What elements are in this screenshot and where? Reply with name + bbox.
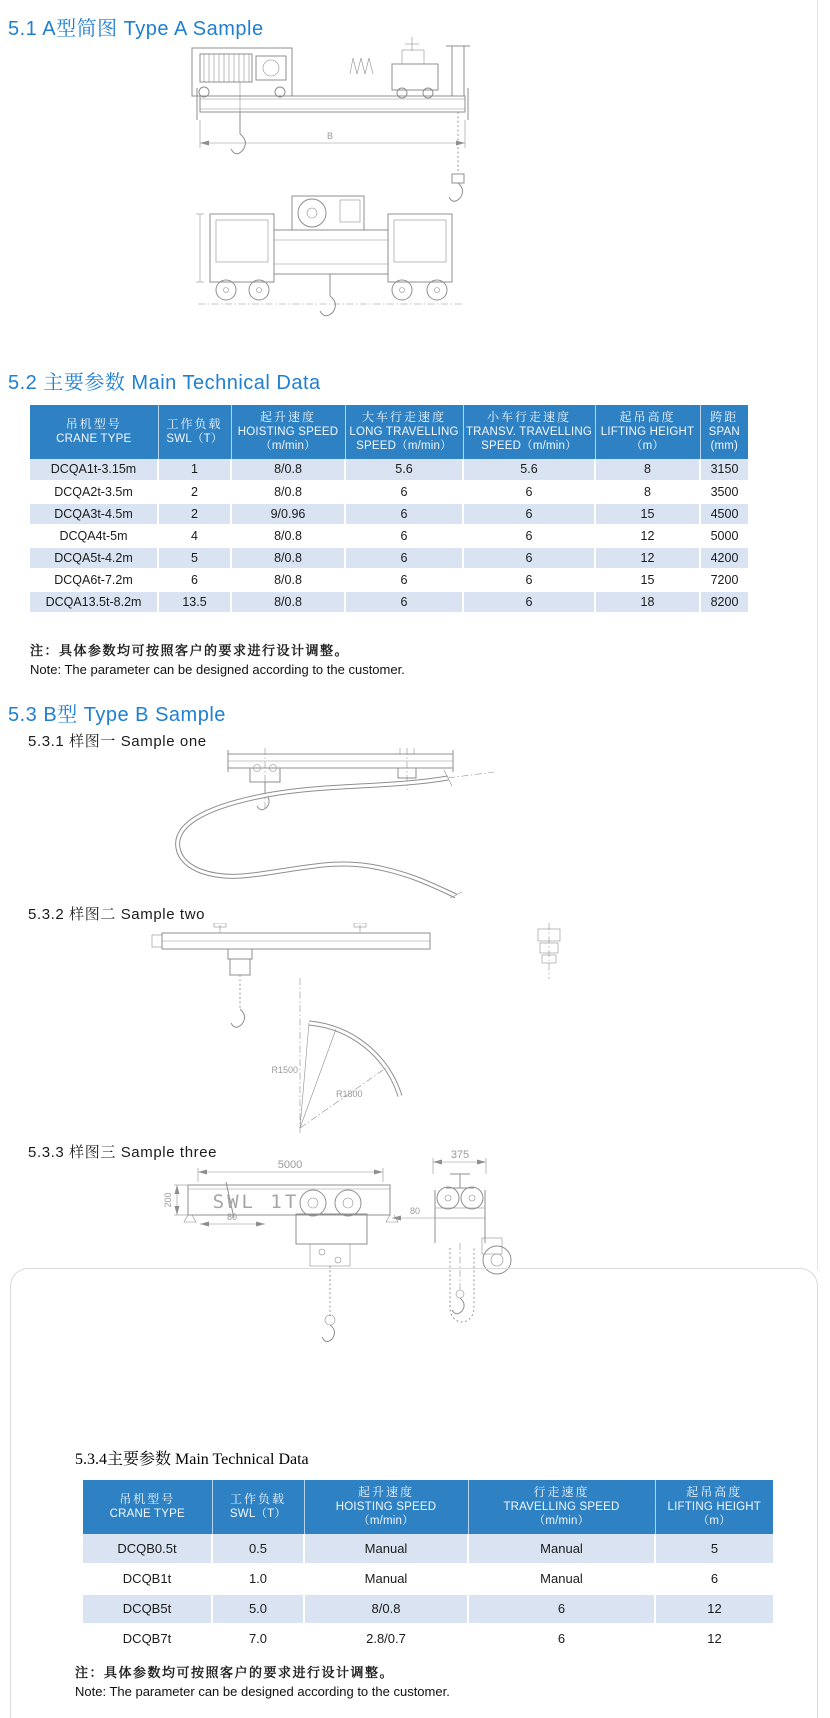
type-b-sample-one-drawing — [150, 748, 550, 900]
hoist-unit — [192, 48, 292, 154]
section-5-2-title: 5.2 主要参数 Main Technical Data — [8, 372, 321, 394]
value-cell: 2 — [158, 481, 231, 503]
dimension-5000-label: 5000 — [277, 1159, 303, 1171]
trolley — [250, 748, 280, 810]
hook — [320, 296, 335, 316]
value-cell: 18 — [595, 591, 700, 613]
note-chinese: 注：具体参数均可按照客户的要求进行设计调整。 — [30, 643, 350, 658]
table-row — [83, 1564, 773, 1594]
value-cell: 4 — [158, 525, 231, 547]
hook — [231, 134, 245, 154]
column-header: 小车行走速度 TRANSV. TRAVELLING SPEED（m/min） — [463, 405, 595, 459]
value-cell: 6 — [345, 569, 463, 591]
value-cell: 8/0.8 — [231, 525, 345, 547]
value-cell: 6 — [463, 591, 595, 613]
table-header-row — [30, 405, 748, 459]
value-cell: 5.6 — [345, 459, 463, 481]
value-cell: 6 — [345, 591, 463, 613]
table-row — [30, 569, 748, 591]
value-cell: 8/0.8 — [304, 1594, 468, 1624]
value-cell: 12 — [707, 1631, 722, 1647]
table-header-row — [83, 1480, 773, 1534]
chain-hoist — [228, 949, 252, 1027]
value-cell: 8200 — [710, 594, 739, 609]
section-5-3-title: 5.3 B型 Type B Sample — [8, 704, 226, 726]
value-cell: 12 — [595, 547, 700, 569]
table-b-notes — [75, 1662, 450, 1699]
value-cell: Manual — [304, 1564, 468, 1594]
table-row — [30, 591, 748, 613]
table-row — [30, 547, 748, 569]
column-header: 起升速度 HOISTING SPEED （m/min） — [304, 1480, 468, 1534]
value-cell: 4500 — [710, 506, 739, 521]
section-5-1-title: 5.1 A型简图 Type A Sample — [8, 18, 264, 40]
table-row — [83, 1534, 773, 1564]
value-cell: 8/0.8 — [231, 481, 345, 503]
end-trolley — [392, 50, 438, 98]
table-a-notes — [30, 640, 405, 677]
value-cell: 5.0 — [212, 1594, 304, 1624]
curved-rail-arc — [271, 978, 400, 1133]
value-cell: 5 — [158, 547, 231, 569]
column-header: 工作负载 SWL（T） — [212, 1480, 304, 1534]
value-cell: Manual — [468, 1534, 655, 1564]
table-row — [30, 481, 748, 503]
value-cell: 1.0 — [212, 1564, 304, 1594]
table-row — [83, 1594, 773, 1624]
section-5-3-4-title: 5.3.4主要参数 Main Technical Data — [75, 1451, 309, 1468]
value-cell: 7200 — [710, 572, 739, 587]
value-cell: 5.6 — [463, 459, 595, 481]
crane-type-cell: DCQB5t — [83, 1594, 212, 1624]
dimension-80-right-label: 80 — [409, 1206, 421, 1216]
crane-type-cell: DCQA4t-5m — [30, 525, 158, 547]
dimension-375-label: 375 — [450, 1149, 470, 1161]
value-cell: 7.0 — [212, 1624, 304, 1654]
hook — [449, 183, 463, 201]
value-cell: 2 — [158, 503, 231, 525]
value-cell: 6 — [463, 569, 595, 591]
column-header: 吊机型号 CRANE TYPE — [83, 1480, 212, 1534]
chain-hoist-side — [446, 46, 470, 201]
column-header: 跨距 SPAN (mm) — [700, 405, 748, 459]
crane-type-cell: DCQA3t-4.5m — [30, 503, 158, 525]
value-cell: 15 — [595, 503, 700, 525]
value-cell: 6 — [463, 525, 595, 547]
crane-type-cell: DCQA1t-3.15m — [30, 459, 158, 481]
value-cell: 2.8/0.7 — [304, 1624, 468, 1654]
value-cell: 5 — [710, 1540, 719, 1556]
value-cell: 6 — [345, 547, 463, 569]
value-cell: 6 — [463, 503, 595, 525]
crane-type-cell: DCQA2t-3.5m — [30, 481, 158, 503]
hanger-brackets — [214, 923, 366, 933]
crane-type-cell: DCQA5t-4.2m — [30, 547, 158, 569]
value-cell: Manual — [304, 1534, 468, 1564]
type-a-end-view — [196, 196, 464, 316]
value-cell: 12 — [707, 1601, 722, 1617]
value-cell: 0.5 — [212, 1534, 304, 1564]
value-cell: 6 — [710, 1571, 719, 1587]
table-row — [30, 503, 748, 525]
column-header: 行走速度 TRAVELLING SPEED （m/min） — [468, 1480, 655, 1534]
crane-type-cell: DCQA13.5t-8.2m — [30, 591, 158, 613]
table-row — [30, 525, 748, 547]
value-cell: 8 — [595, 459, 700, 481]
table-row — [83, 1624, 773, 1654]
radius-1800-label: R1800 — [336, 1089, 363, 1099]
radius-1500-label: R1500 — [271, 1065, 298, 1075]
value-cell: 6 — [468, 1594, 655, 1624]
crane-type-cell: DCQB0.5t — [83, 1534, 212, 1564]
type-a-crane-drawing — [140, 36, 700, 336]
value-cell: 4200 — [710, 550, 739, 565]
column-header: 大车行走速度 LONG TRAVELLING SPEED（m/min） — [345, 405, 463, 459]
swl-marking: SWL 1T — [212, 1191, 300, 1213]
dimension-200-label: 200 — [163, 1192, 173, 1208]
value-cell: Manual — [468, 1564, 655, 1594]
value-cell: 8/0.8 — [231, 547, 345, 569]
value-cell: 13.5 — [158, 591, 231, 613]
value-cell: 1 — [158, 459, 231, 481]
column-header: 起升速度 HOISTING SPEED （m/min） — [231, 405, 345, 459]
value-cell: 6 — [345, 525, 463, 547]
value-cell: 8/0.8 — [231, 591, 345, 613]
spring-symbol — [350, 58, 373, 74]
type-b-sample-two-drawing — [150, 923, 580, 1138]
value-cell: 6 — [158, 569, 231, 591]
value-cell: 12 — [595, 525, 700, 547]
value-cell: 3500 — [710, 484, 739, 499]
curved-rail-plan — [178, 770, 494, 898]
column-header: 起吊高度 LIFTING HEIGHT （m） — [595, 405, 700, 459]
value-cell: 6 — [463, 547, 595, 569]
value-cell: 15 — [595, 569, 700, 591]
crane-type-cell: DCQB7t — [83, 1624, 212, 1654]
hook — [231, 1009, 245, 1027]
note-chinese: 注：具体参数均可按照客户的要求进行设计调整。 — [75, 1665, 395, 1680]
value-cell: 6 — [345, 503, 463, 525]
type-a-technical-data-table — [30, 405, 748, 614]
type-b-technical-data-table — [83, 1480, 773, 1655]
page-edge-line — [817, 0, 818, 1270]
column-header: 吊机型号 CRANE TYPE — [30, 405, 158, 459]
dimension-80-left-label: 80 — [226, 1212, 238, 1222]
column-header: 工作负载 SWL（T） — [158, 405, 231, 459]
column-header: 起吊高度 LIFTING HEIGHT （m） — [655, 1480, 773, 1534]
dimension-b-label: B — [326, 131, 334, 141]
section-5-3-1-title: 5.3.1 样图一 Sample one — [28, 733, 207, 750]
crane-type-cell: DCQB1t — [83, 1564, 212, 1594]
value-cell: 9/0.96 — [231, 503, 345, 525]
value-cell: 8/0.8 — [231, 569, 345, 591]
value-cell: 5000 — [710, 528, 739, 543]
note-english: Note: The parameter can be designed according to the customer. — [75, 1684, 450, 1699]
suspension-detail — [538, 923, 560, 979]
value-cell: 6 — [345, 481, 463, 503]
value-cell: 3150 — [710, 462, 739, 477]
type-a-front-view — [192, 37, 470, 201]
value-cell: 8 — [595, 481, 700, 503]
note-english: Note: The parameter can be designed according to the customer. — [30, 662, 405, 677]
section-5-3-2-title: 5.3.2 样图二 Sample two — [28, 906, 206, 923]
value-cell: 8/0.8 — [231, 459, 345, 481]
section-5-3-3-title: 5.3.3 样图三 Sample three — [28, 1144, 218, 1161]
table-row — [30, 459, 748, 481]
crane-type-cell: DCQA6t-7.2m — [30, 569, 158, 591]
value-cell: 6 — [468, 1624, 655, 1654]
value-cell: 6 — [463, 481, 595, 503]
